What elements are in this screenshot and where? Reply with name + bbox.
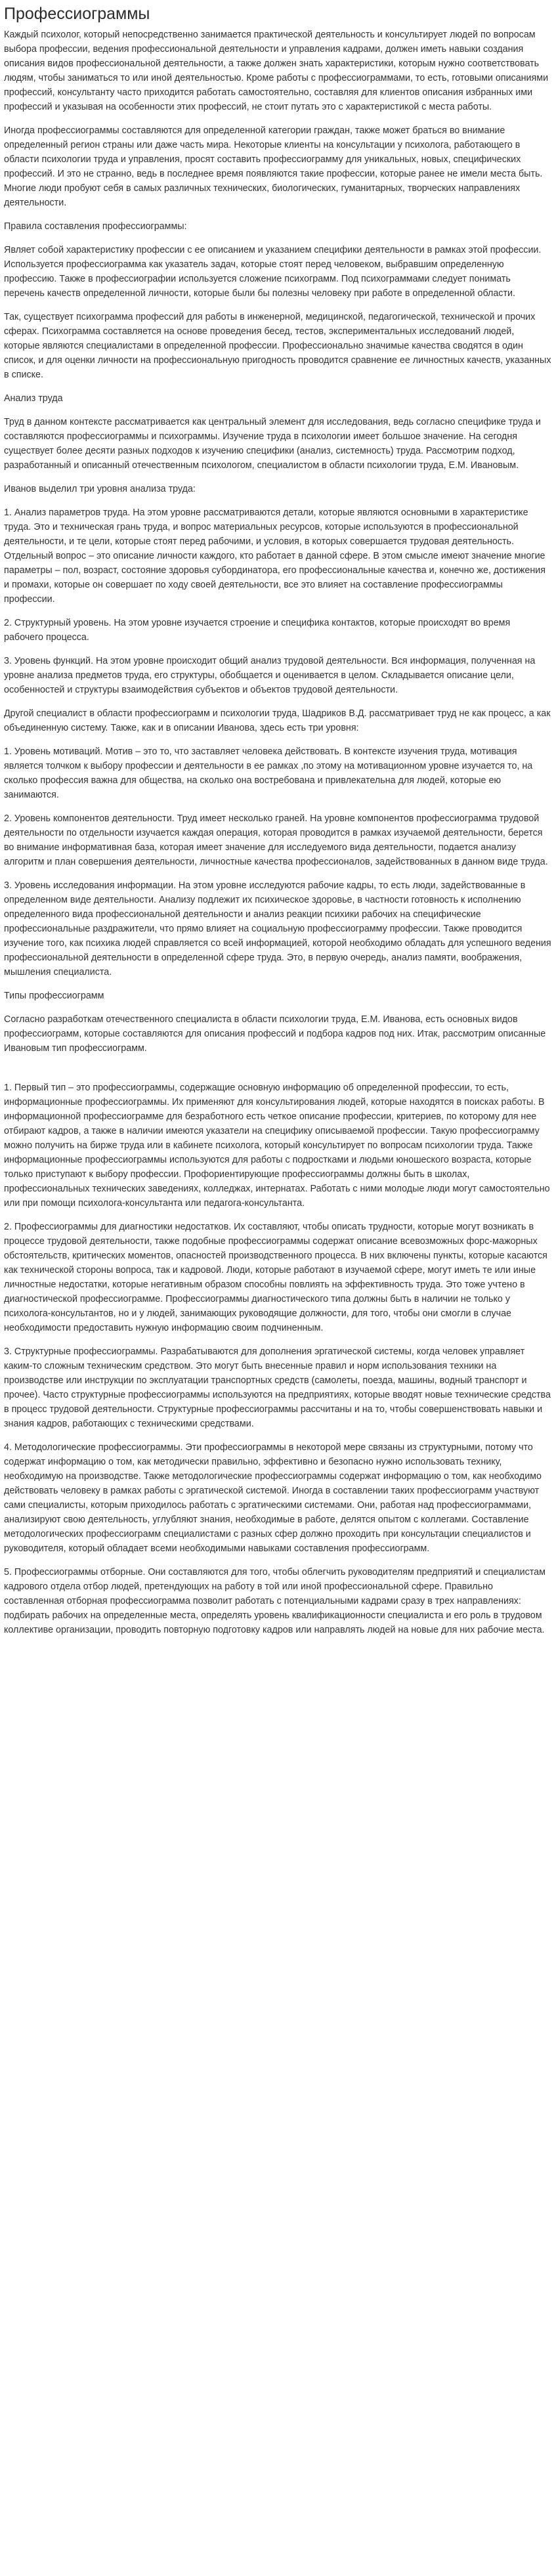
- section-heading-analysis: Анализ труда: [4, 393, 63, 404]
- list-item-type-1: 1. Первый тип – это профессиограммы, содержащие основную информацию об определенной профессии, то есть, информационные профессиограммы. Их применяют для консультирования людей, которые находятся в поисках работы. В информационной профессиограмме для безработного есть четкое описание профессии, критериев, по которому для нее отбирают кадров, а также в наличии имеются указатели на специфику описываемой профессии. Такую профессиограмму можно получить на бирже труда или в кабинете психолога, который консультирует по вопросам психологии труда. Также информационные профессиограммы используются для работы с подростками и людьми юношеского возраста, которые только приступают к выбору профессии. Профориентирующие профессиограммы должны быть в школах, профессиональных технических заведениях, колледжах, интернатах. Работать с ними молодые люди могут самостоятельно или при помощи психолога-консультанта или педагога-консультанта.: [4, 1083, 550, 1209]
- paragraph-shadrikov-intro: Другой специалист в области профессиограмм и психологии труда, Шадриков В.Д. рассматривает труд не как процесс, а как объединенную систему. Также, как и в описании Иванова, здесь есть три уровня:: [4, 708, 551, 733]
- list-item-shadrikov-level-3: 3. Уровень исследования информации. На этом уровне исследуются рабочие кадры, то есть люди, задействованные в определенном виде деятельности. Анализу подлежит их психическое здоровье, в частности готовность к исполнению определенного вида профессиональной деятельности и анализ реакции психики рабочих на специфические профессиональные раздражители, что прямо влияет на социальную профессиограмму профессии. Также проводится изучение того, как психика людей справляется со всей информацией, которой необходимо обладать для успешного ведения профессиональной деятельности в определенной сфере труда. Это, в первую очередь, анализ памяти, воображения, мышления специалиста.: [4, 880, 551, 977]
- paragraph-types-intro: Согласно разработкам отечественного специалиста в области психологии труда, Е.М. Иванова, есть основных видов профессиограмм, которые составляются для описания профессий и подбора кадров под них. Итак, рассмотрим описанные Ивановым тип профессиограмм.: [4, 1014, 546, 1054]
- list-item-shadrikov-level-1: 1. Уровень мотиваций. Мотив – это то, что заставляет человека действовать. В контексте изучения труда, мотивация является толчком к выбору профессии и деятельности в ее рамках ,по этому на мотивационном уровне изучается то, на сколько профессия важна для общества, на сколько она востребована и привлекательна для людей, которые ею занимаются.: [4, 746, 533, 800]
- page-title: Профессиограммы: [4, 5, 150, 23]
- list-item-type-5: 5. Профессиограммы отборные. Они составляются для того, чтобы облегчить руководителям предприятий и специалистам кадрового отдела отбор людей, претендующих на работу в той или иной профессиональной сфере. Правильно составленная отборная профессиограмма позволит работать с потенциальными кадрами сразу в трех направлениях: подбирать рабочих на определенные места, определять уровень квалификационности специалиста и его роль в трудовом коллективе организации, проводить повторную подготовку кадров или направлять людей на новые для них рабочие места.: [4, 1567, 545, 1635]
- paragraph-ivanov-levels-heading: Иванов выделил три уровня анализа труда:: [4, 484, 196, 494]
- paragraph-categories: Иногда профессиограммы составляются для определенной категории граждан, также может браться во внимание определенный регион страны или даже часть мира. Некоторые клиенты на консультации у психолога, работающего в области психологии труда и управления, просят составить профессиограмму для уникальных, новых, специфических профессий. И это не странно, ведь в последнее время появляются такие профессии, которые ранее не имели места быть. Многие люди пробуют себя в самых различных технических, биологических, гуманитарных, творческих направлениях деятельности.: [4, 125, 543, 208]
- section-heading-types: Типы профессиограмм: [4, 991, 104, 1001]
- paragraph-rules-definition: Являет собой характеристику профессии с ее описанием и указанием специфики деятельности в рамках этой профессии. Используется профессиограмма как указатель задач, которые стоят перед человеком, выбравшим определенную профессию. Также в профессиографии используется сложение психограмм. Под психограммами следует понимать перечень качеств определенной личности, которые были бы полезны человеку при работе в определенной области.: [4, 245, 542, 299]
- list-item-type-4: 4. Методологические профессиограммы. Эти профессиограммы в некоторой мере связаны из структурными, потому что содержат информацию о том, как методически правильно, эффективно и безопасно нужно использовать технику, необходимую на производстве. Также методологические профессиограммы содержат информацию о том, как необходимо действовать человеку в рамках работы с эргатической системой. Иногда в составлении таких профессиограмм участвуют сами специалисты, которым приходилось работать с эргатическими системами. Они, работая над профессиограммами, анализируют свою деятельность, углубляют знания, необходимые в работе, делятся опытом с коллегами. Составление методологических профессиограмм специалистами с разных сфер должно проходить при консультации специалистов и руководителя, который обладает всеми необходимыми навыками составления профессиограмм.: [4, 1442, 542, 1554]
- list-item-ivanov-level-2: 2. Структурный уровень. На этом уровне изучается строение и специфика контактов, которые происходят во время рабочего процесса.: [4, 618, 511, 643]
- list-item-shadrikov-level-2: 2. Уровень компонентов деятельности. Труд имеет несколько граней. На уровне компонентов профессиограмма трудовой деятельности по отдельности изучается каждая операция, которая проводится в рамках изучаемой деятельности, берется во внимание информативная база, которая имеет значение для исследуемого вида деятельности, подается анализу алгоритм и план совершения деятельности, личностные качества профессионалов, задействованных в данном виде труда.: [4, 813, 548, 867]
- paragraph-psychogram: Так, существует психограмма профессий для работы в инженерной, медицинской, педагогической, технической и прочих сферах. Психограмма составляется на основе проведения бесед, тестов, экспериментальных исследований людей, которые являются специалистами в определенной профессии. Профессионально значимые качества сводятся в один список, и для оценки личности на профессиональную пригодность проводится сравнение ее личностных качеств, указанных в списке.: [4, 312, 551, 380]
- paragraph-intro: Каждый психолог, который непосредственно занимается практической деятельность и консультирует людей по вопросам выбора профессии, ведения профессиональной деятельности и управления кадрами, должен иметь навыки создания описания видов профессиональной деятельности, а также должен знать характеристики, которым нужно соответствовать людям, чтобы заниматься то или иной деятельностью. Кроме работы с профессиограммами, то есть, готовыми описаниями профессий, консультанту часто приходится работать самостоятельно, составляя для клиентов описания избранных ими профессий и указывая на особенности этих профессий, не стоит путать это с характеристикой с места работы.: [4, 30, 549, 112]
- paragraph-analysis-intro: Труд в данном контексте рассматривается как центральный элемент для исследования, ведь согласно специфике труда и составляются профессиограммы и психограммы. Изучение труда в психологии имеет большое значение. На сегодня существует более десяти разных подходов к изучению специфики (анализ, системность) труда. Рассмотрим подход, разработанный и описанный отечественным психологом, специалистом в области психологии труда, Е.М. Ивановым.: [4, 417, 541, 471]
- list-item-type-2: 2. Профессиограммы для диагностики недостатков. Их составляют, чтобы описать трудности, которые могут возникать в процессе трудовой деятельности, также подобные профессиограммы содержат описание всевозможных форс-мажорных обстоятельств, критических моментов, опасностей производственного процесса. В них включены пункты, которые касаются как технической стороны вопроса, так и кадровой. Люди, которые работают в изучаемой сфере, могут иметь те или иные личностные недостатки, которые негативным образом способны повлиять на эффективность труда. Это тоже учтено в диагностической профессиограмме. Профессиограммы диагностического типа должны быть в наличии не только у психолога-консультантов, но и у людей, занимающих руководящие должности, для того, чтобы они смогли в случае необходимости предоставить нужную информацию своим подчиненным.: [4, 1222, 547, 1333]
- article: [0, 3, 556, 1653]
- paragraph-spacer: [4, 1065, 552, 1071]
- section-heading-rules: Правила составления профессиограммы:: [4, 221, 187, 232]
- list-item-ivanov-level-1: 1. Анализ параметров труда. На этом уровне рассматриваются детали, которые являются основными в характеристике труда. Это и техническая грань труда, и вопрос материальных ресурсов, которые используются в профессиональной деятельности, и те цели, которые стоят перед рабочими, и условия, в которых совершается трудовая деятельность. Отдельный вопрос – это описание личности каждого, кто работает в данной сфере. В этом смысле имеют значение многие параметры – пол, возраст, состояние здоровья субординатора, его профессиональные качества и, конечно же, достижения и промахи, которые он совершает по ходу своей деятельности, все это влияет на составление профессиограммы профессии.: [4, 507, 546, 605]
- list-item-type-3: 3. Структурные профессиограммы. Разрабатываются для дополнения эргатической системы, когда человек управляет каким-то сложным техническим средством. Это могут быть внесенные правил и норм использования техники на производстве или инструкции по эксплуатации транспортных средств (самолеты, поезда, машины, водный транспорт и прочее). Часто структурные профессиограммы используются на предприятиях, которые вводят новые технические средства в процесс трудовой деятельности. Структурные профессиограммы рассчитаны и на то, чтобы совершенствовать навыки и знания кадров, работающих с техническими средствами.: [4, 1346, 551, 1429]
- article-body: [4, 28, 552, 1637]
- list-item-ivanov-level-3: 3. Уровень функций. На этом уровне происходит общий анализ трудовой деятельности. Вся информация, полученная на уровне анализа предметов труда, его структуры, обобщается и оценивается в целом. Складывается описание цели, особенностей и структуры взаимодействия субъектов и объектов трудовой деятельности.: [4, 656, 536, 695]
